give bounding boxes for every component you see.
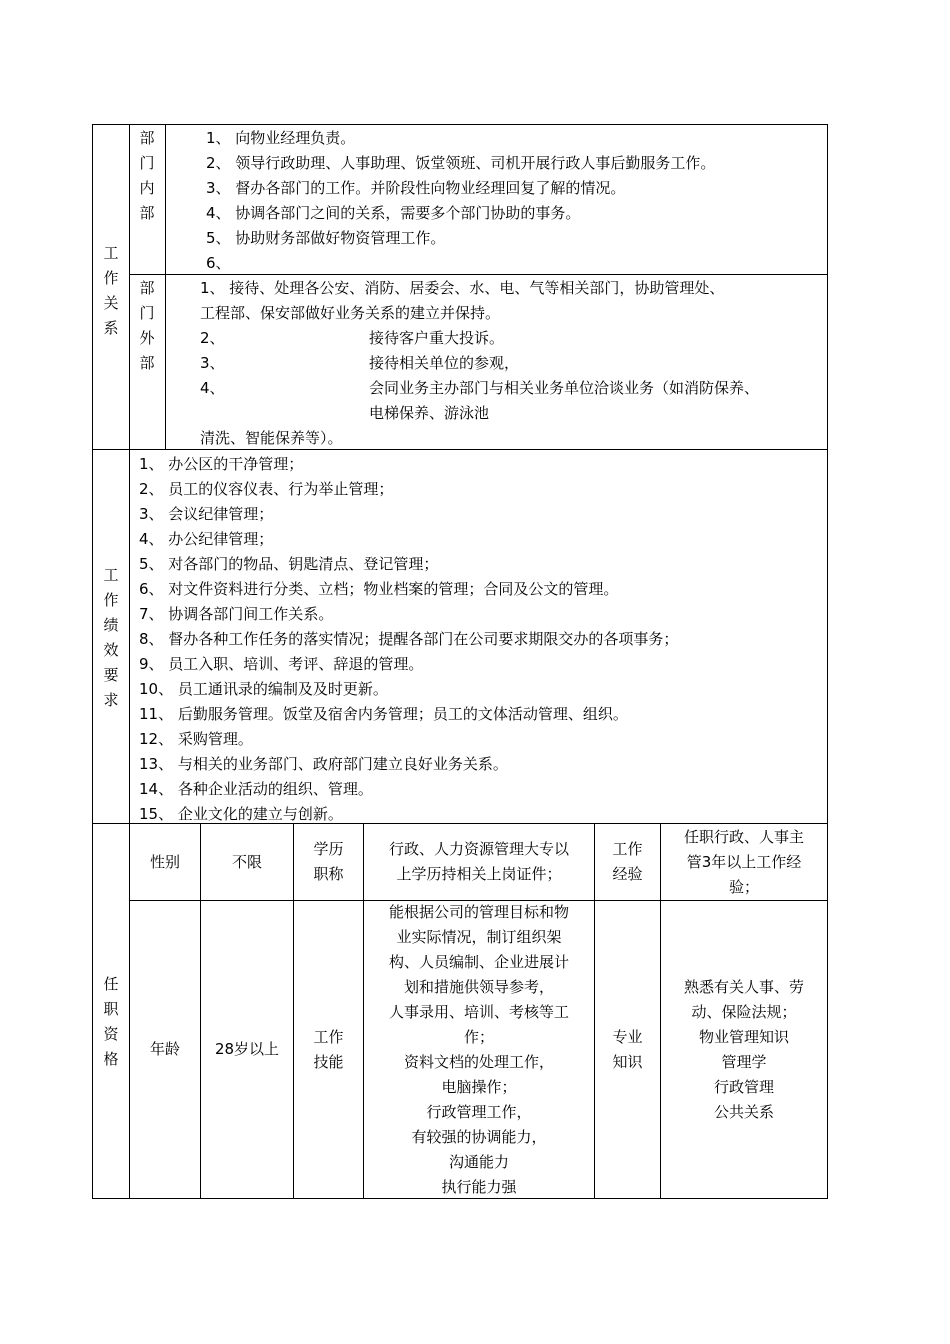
- skills-value-line: 有较强的协调能力，: [411, 1127, 547, 1146]
- list-item: 6、 对文件资料进行分类、立档；物业档案的管理；合同及公文的管理。: [139, 580, 619, 598]
- skills-value-line: 沟通能力: [448, 1152, 509, 1171]
- knowledge-value-line: 公共关系: [713, 1102, 774, 1121]
- skills-label-line: 工作: [313, 1027, 344, 1046]
- knowledge-value-line: 物业管理知识: [698, 1027, 789, 1046]
- label-char: 门: [139, 304, 155, 322]
- table-right-border: [827, 124, 828, 1199]
- label-char: 部: [139, 354, 155, 372]
- list-item: 1、 办公区的干净管理；: [139, 455, 304, 473]
- internal-external-divider: [129, 274, 828, 275]
- label-char: 部: [139, 204, 155, 222]
- experience-label-cell: [595, 824, 660, 900]
- list-item: 11、 后勤服务管理。饭堂及宿舍内务管理；员工的文体活动管理、组织。: [139, 705, 628, 723]
- skills-value-line: 行政管理工作，: [426, 1102, 532, 1121]
- skills-value-line: 业实际情况，制订组织架: [396, 927, 562, 946]
- list-item: 会同业务主办部门与相关业务单位洽谈业务（如消防保养、: [369, 379, 760, 397]
- list-item: 4、 协调各部门之间的关系，需要多个部门协助的事务。: [206, 204, 581, 222]
- list-item: 3、 督办各部门的工作。并阶段性向物业经理回复了解的情况。: [206, 179, 626, 197]
- knowledge-value-line: 熟悉有关人事、劳: [683, 977, 804, 996]
- relations-label-divider: [165, 124, 166, 450]
- experience-value-line: 任职行政、人事主: [683, 827, 804, 846]
- skills-label-cell: [294, 901, 363, 1198]
- heading-char: 要: [103, 666, 119, 684]
- heading-char: 作: [103, 269, 119, 287]
- list-item: 1、 接待、处理各公安、消防、居委会、水、电、气等相关部门，协助管理处、: [200, 279, 725, 297]
- list-item-number: 4、: [200, 379, 225, 397]
- list-item: 接待相关单位的参观，: [369, 354, 520, 372]
- knowledge-value-line: 管理学: [721, 1052, 767, 1071]
- heading-char: 资: [103, 1025, 119, 1043]
- knowledge-value-line: 行政管理: [713, 1077, 774, 1096]
- knowledge-value-cell: [661, 901, 827, 1198]
- list-item-continuation: 清洗、智能保养等）。: [200, 429, 343, 447]
- gender-label: 性别: [149, 852, 180, 871]
- skills-value-line: 执行能力强: [441, 1177, 517, 1196]
- list-item: 9、 员工入职、培训、考评、辞退的管理。: [139, 655, 424, 673]
- knowledge-label-cell: [595, 901, 660, 1198]
- list-item: 1、 向物业经理负责。: [206, 129, 356, 147]
- list-item: 10、 员工通讯录的编制及及时更新。: [139, 680, 388, 698]
- education-label-line: 学历: [313, 840, 344, 858]
- list-item: 13、 与相关的业务部门、政府部门建立良好业务关系。: [139, 755, 508, 773]
- heading-char: 工: [103, 244, 119, 262]
- list-item: 15、 企业文化的建立与创新。: [139, 805, 343, 823]
- label-char: 门: [139, 154, 155, 172]
- heading-char: 任: [103, 975, 119, 993]
- heading-char: 职: [103, 1000, 119, 1018]
- age-label-cell: [130, 901, 200, 1198]
- list-item: 5、 协助财务部做好物资管理工作。: [206, 229, 446, 247]
- label-char: 内: [139, 179, 155, 197]
- skills-value-line: 资料文档的处理工作，: [403, 1052, 554, 1071]
- list-item: 接待客户重大投诉。: [369, 329, 505, 347]
- heading-char: 系: [103, 319, 119, 337]
- age-label: 年龄: [149, 1040, 180, 1058]
- knowledge-label-line: 专业: [612, 1027, 643, 1046]
- list-item-number: 3、: [200, 354, 225, 372]
- heading-char: 作: [103, 591, 119, 609]
- education-value-line: 行政、人力资源管理大专以: [388, 840, 569, 858]
- education-value-cell: [364, 824, 594, 900]
- list-item: 4、 办公纪律管理；: [139, 530, 274, 548]
- education-value-line: 上学历持相关上岗证件；: [396, 865, 562, 883]
- list-item: 8、 督办各种工作任务的落实情况；提醒各部门在公司要求期限交办的各项事务；: [139, 630, 679, 648]
- list-item: 7、 协调各部门间工作关系。: [139, 605, 334, 623]
- heading-char: 求: [103, 691, 119, 709]
- list-item: 5、 对各部门的物品、钥匙清点、登记管理；: [139, 555, 439, 573]
- skills-value-line: 电脑操作；: [441, 1077, 517, 1096]
- heading-char: 工: [103, 566, 119, 584]
- list-item: 2、 员工的仪容仪表、行为举止管理；: [139, 480, 394, 498]
- list-item: 3、 会议纪律管理；: [139, 505, 274, 523]
- age-value: 28岁以上: [214, 1040, 280, 1058]
- experience-value-line: 验；: [728, 877, 759, 896]
- skills-value-line: 划和措施供领导参考，: [403, 977, 554, 996]
- skills-value-line: 能根据公司的管理目标和物: [388, 902, 569, 921]
- list-item: 2、 领导行政助理、人事助理、饭堂领班、司机开展行政人事后勤服务工作。: [206, 154, 716, 172]
- gender-value-cell: [201, 824, 293, 900]
- heading-char: 绩: [103, 616, 119, 634]
- heading-char: 效: [103, 641, 119, 659]
- table-top-border: [92, 124, 828, 125]
- skills-value-line: 构、人员编制、企业进展计: [388, 952, 569, 971]
- experience-label-line: 经验: [612, 865, 643, 883]
- label-char: 部: [139, 129, 155, 147]
- experience-value-cell: [661, 824, 827, 900]
- gender-label-cell: [130, 824, 200, 900]
- heading-char: 关: [103, 294, 119, 312]
- knowledge-label-line: 知识: [612, 1052, 643, 1071]
- list-item-continuation: 工程部、保安部做好业务关系的建立并保持。: [200, 304, 501, 322]
- label-char: 部: [139, 279, 155, 297]
- list-item: 14、 各种企业活动的组织、管理。: [139, 780, 373, 798]
- education-label-line: 职称: [313, 865, 344, 883]
- list-item: 6、: [206, 254, 231, 272]
- list-item-number: 2、: [200, 329, 225, 347]
- experience-value-line: 管3年以上工作经: [686, 852, 802, 871]
- experience-label-line: 工作: [612, 840, 643, 858]
- knowledge-value-line: 动、保险法规；: [691, 1002, 797, 1021]
- age-value-cell: [201, 901, 293, 1198]
- gender-value: 不限: [231, 852, 262, 871]
- skills-value-cell: [364, 901, 594, 1198]
- skills-value-line: 作；: [463, 1027, 494, 1046]
- skills-value-line: 人事录用、培训、考核等工: [388, 1002, 569, 1021]
- education-label-cell: [294, 824, 363, 900]
- list-item: 12、 采购管理。: [139, 730, 253, 748]
- heading-char: 格: [103, 1050, 119, 1068]
- label-char: 外: [139, 329, 155, 347]
- list-item-continuation: 电梯保养、游泳池: [369, 404, 490, 422]
- skills-label-line: 技能: [313, 1052, 344, 1071]
